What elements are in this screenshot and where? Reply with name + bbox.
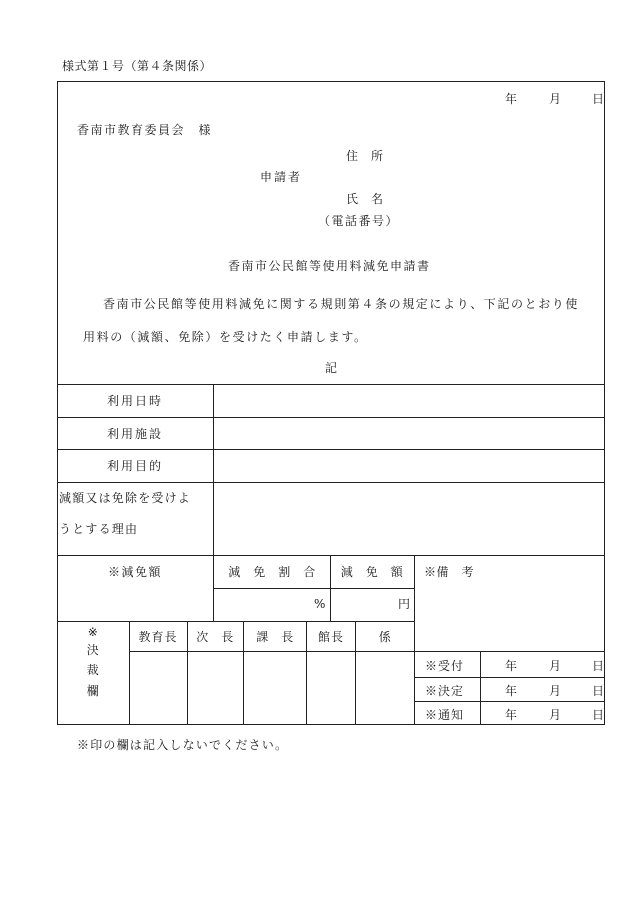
approval-label-char-1: 決 [86,643,100,657]
percent-unit: % [314,597,326,611]
status-decided-day: 日 [592,684,605,698]
approval-col-staff: 係 [378,630,392,644]
approval-box-deputy[interactable] [188,652,242,724]
remarks-label: ※備 考 [424,565,475,579]
status-notified-day: 日 [592,708,605,722]
applicant-phone-label: （電話番号） [318,214,400,228]
row-date-time-label: 利用日時 [106,394,164,408]
status-notified-label: ※通知 [425,708,465,722]
purpose-field[interactable] [215,451,603,481]
status-notified-year: 年 [505,708,518,722]
date-month: 月 [549,92,562,106]
status-decided-year: 年 [505,684,518,698]
row-purpose-label: 利用目的 [106,459,164,473]
reduction-amount-label: ※減免額 [107,565,163,579]
row-reason-label-2: うとする理由 [59,522,139,536]
applicant-name-label: 氏 名 [346,192,384,206]
approval-col-section-chief: 課 長 [256,630,294,644]
status-received-label: ※受付 [425,659,465,673]
body-line-1: 香南市公民館等使用料減免に関する規則第４条の規定により、下記のとおり使 [103,297,580,311]
status-received-day: 日 [592,659,605,673]
body-line-2: 用料の（減額、免除）を受けたく申請します。 [83,330,368,344]
yen-unit: 円 [398,597,411,611]
addressee: 香南市教育委員会 様 [77,123,213,137]
approval-label-char-3: 欄 [86,684,100,698]
footnote: ※印の欄は記入しないでください。 [77,738,289,752]
row-facility-label: 利用施設 [106,427,164,441]
status-notified-month: 月 [549,708,562,722]
facility-field[interactable] [215,419,603,448]
status-received-month: 月 [549,659,562,673]
document-title: 香南市公民館等使用料減免申請書 [228,259,431,273]
date-time-field[interactable] [215,386,603,416]
approval-box-section-chief[interactable] [244,652,305,724]
reduction-rate-header: 減 免 割 合 [228,565,316,579]
approval-col-superintendent: 教育長 [138,630,178,644]
applicant-address-label: 住 所 [346,149,384,163]
approval-label-char-2: 裁 [86,663,100,677]
applicant-label: 申請者 [260,170,303,184]
ki-label: 記 [325,361,338,375]
approval-mark: ※ [87,625,99,639]
reason-field[interactable] [215,484,603,554]
approval-col-hall-director: 館長 [317,630,345,644]
form-number: 様式第１号（第４条関係） [62,59,213,73]
approval-col-deputy: 次 長 [196,630,234,644]
approval-box-staff[interactable] [356,652,413,724]
date-day: 日 [592,92,605,106]
status-decided-label: ※決定 [425,684,465,698]
status-decided-month: 月 [549,684,562,698]
reduction-amount-header: 減 免 額 [340,565,404,579]
date-year: 年 [505,92,518,106]
status-received-year: 年 [505,659,518,673]
approval-box-hall-director[interactable] [307,652,354,724]
approval-box-superintendent[interactable] [130,652,186,724]
row-reason-label-1: 減額又は免除を受けよ [59,491,192,505]
